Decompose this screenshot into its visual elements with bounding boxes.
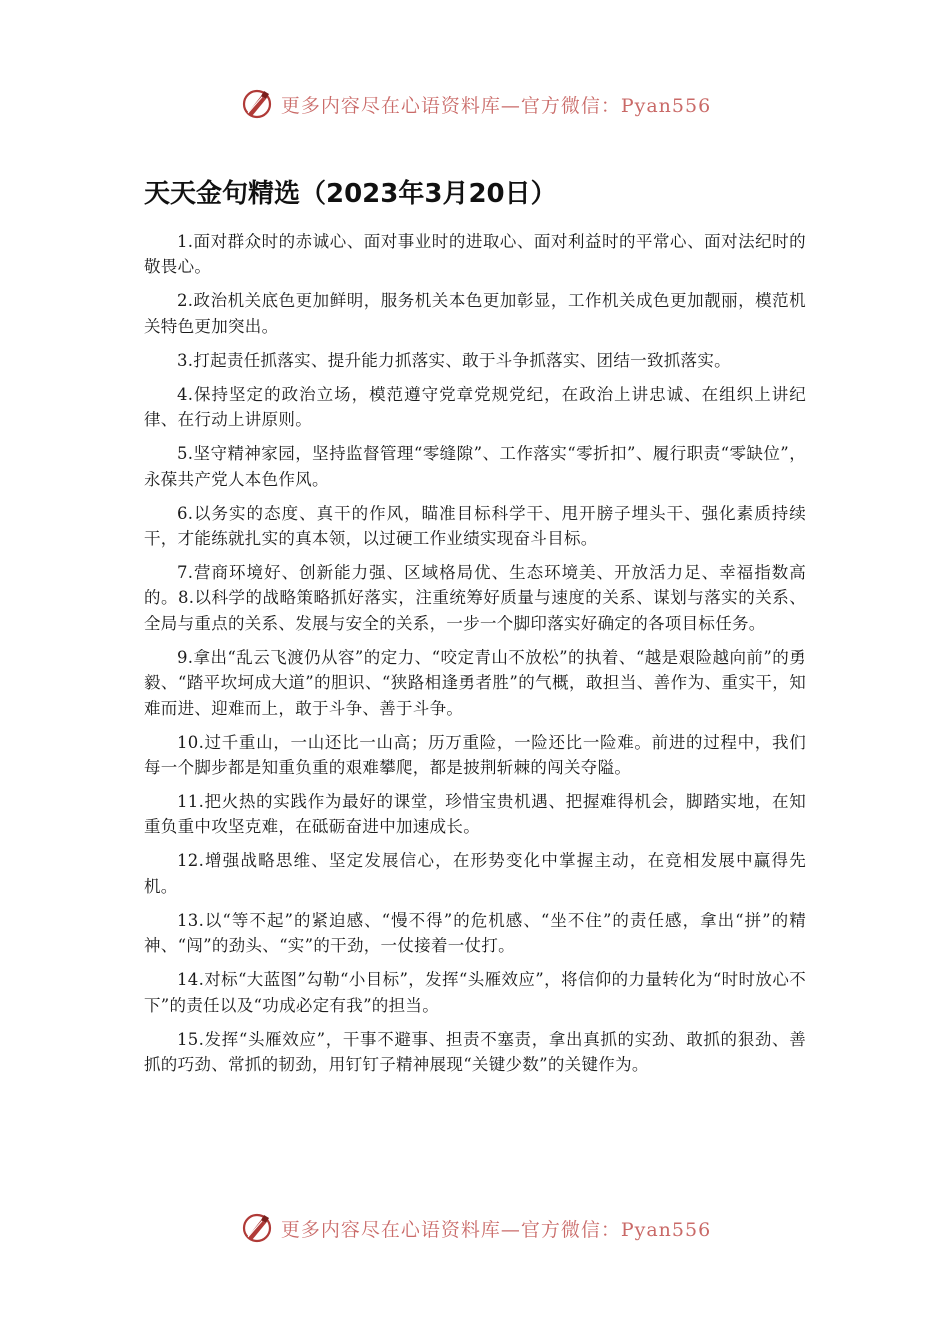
pen-nib-logo-icon xyxy=(239,1210,275,1246)
pen-nib-logo-icon xyxy=(239,86,275,122)
quote-paragraph-1: 1.面对群众时的赤诚心、面对事业时的进取心、面对利益时的平常心、面对法纪时的敬畏心。 xyxy=(144,232,806,277)
footer-banner xyxy=(0,1208,950,1248)
header-banner xyxy=(0,84,950,124)
quote-paragraph-12: 12.增强战略思维、坚定发展信心，在形势变化中掌握主动，在竞相发展中赢得先机。 xyxy=(144,851,806,896)
quote-paragraph-14: 14.对标“大蓝图”勾勒“小目标”，发挥“头雁效应”，将信仰的力量转化为“时时放心不下”的责任以及“功成必定有我”的担当。 xyxy=(144,970,806,1015)
page-title: 天天金句精选（2023年3月20日） xyxy=(144,179,557,209)
quote-paragraph-2: 2.政治机关底色更加鲜明，服务机关本色更加彰显，工作机关成色更加靓丽，模范机关特色更加突出。 xyxy=(144,291,806,336)
quote-paragraph-15: 15.发挥“头雁效应”，干事不避事、担责不塞责，拿出真抓的实劲、敢抓的狠劲、善抓的巧劲、常抓的韧劲，用钉钉子精神展现“关键少数”的关键作为。 xyxy=(144,1029,806,1075)
quote-paragraph-13: 13.以“等不起”的紧迫感、“慢不得”的危机感、“坐不住”的责任感，拿出“拼”的精神、“闯”的劲头、“实”的干劲，一仗接着一仗打。 xyxy=(144,910,806,956)
quote-paragraph-7: 7.营商环境好、创新能力强、区域格局优、生态环境美、开放活力足、幸福指数高的。8.以科学的战略策略抓好落实，注重统筹好质量与速度的关系、谋划与落实的关系、全局与重点的关系、发展与安全的关系，一步一个脚印落实好确定的各项目标任务。 xyxy=(144,563,806,633)
quote-paragraph-4: 4.保持坚定的政治立场，模范遵守党章党规党纪，在政治上讲忠诚、在组织上讲纪律、在行动上讲原则。 xyxy=(144,384,806,430)
document-body xyxy=(144,229,806,1086)
quote-paragraph-3: 3.打起责任抓落实、提升能力抓落实、敢于斗争抓落实、团结一致抓落实。 xyxy=(177,350,731,370)
quote-paragraph-6: 6.以务实的态度、真干的作风，瞄准目标科学干、甩开膀子埋头干、强化素质持续干，才能练就扎实的真本领，以过硬工作业绩实现奋斗目标。 xyxy=(144,503,806,549)
quote-paragraph-5: 5.坚守精神家园，坚持监督管理“零缝隙”、工作落实“零折扣”、履行职责“零缺位”，永葆共产党人本色作风。 xyxy=(144,444,806,489)
quote-paragraph-11: 11.把火热的实践作为最好的课堂，珍惜宝贵机遇、把握难得机会，脚踏实地，在知重负重中攻坚克难，在砥砺奋进中加速成长。 xyxy=(144,792,806,837)
header-banner-text: 更多内容尽在心语资料库—官方微信：Pyan556 xyxy=(280,94,712,117)
quote-paragraph-9: 9.拿出“乱云飞渡仍从容”的定力、“咬定青山不放松”的执着、“越是艰险越向前”的勇毅、“踏平坎坷成大道”的胆识、“狭路相逢勇者胜”的气概，敢担当、善作为、重实干，知难而进、迎难而上，敢于斗争、善于斗争。 xyxy=(144,647,806,718)
footer-banner-text: 更多内容尽在心语资料库—官方微信：Pyan556 xyxy=(280,1218,712,1241)
quote-paragraph-10: 10.过千重山，一山还比一山高；历万重险，一险还比一险难。前进的过程中，我们每一个脚步都是知重负重的艰难攀爬，都是披荆斩棘的闯关夺隘。 xyxy=(144,732,806,778)
